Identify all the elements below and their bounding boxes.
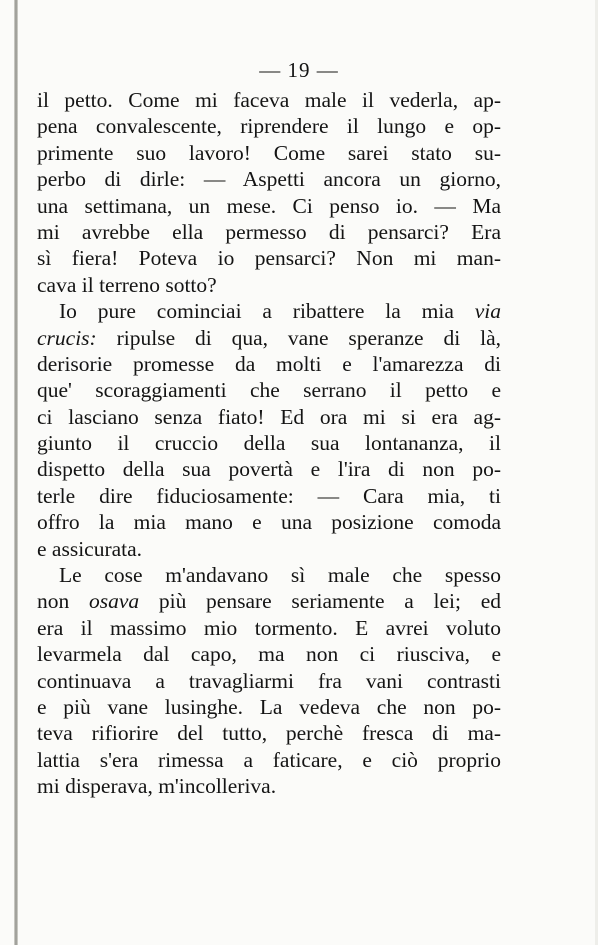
- text-line: e assicurata.: [37, 536, 143, 561]
- text-line: que' scoraggiamenti che serrano il petto e: [37, 378, 501, 403]
- text-line: [37, 588, 501, 614]
- text-line: pena convalescente, riprendere il lungo e op-: [37, 114, 501, 139]
- text-line: era il massimo mio tormento. E avrei voluto: [37, 615, 501, 640]
- binding-edge: [14, 0, 18, 945]
- text-line: [37, 325, 501, 351]
- text-line: sì fiera! Poteva io pensarci? Non mi man-: [37, 246, 501, 271]
- italic-phrase: osava: [88, 589, 140, 614]
- italic-phrase: via: [474, 299, 501, 324]
- text-fragment: più pensare seriamente a lei; ed: [139, 589, 501, 614]
- text-line: dispetto della sua povertà e l'ira di non po-: [37, 457, 501, 482]
- text-line: derisorie promesse da molti e l'amarezza di: [37, 351, 501, 376]
- italic-phrase: crucis:: [37, 325, 97, 350]
- text-line: levarmela dal capo, ma non ci riusciva, e: [37, 642, 501, 667]
- text-line: perbo di dirle: — Aspetti ancora un giorno,: [37, 167, 501, 192]
- text-line: giunto il cruccio della sua lontananza, il: [37, 431, 501, 456]
- text-line: cava il terreno sotto?: [37, 272, 217, 297]
- text-line: lattia s'era rimessa a faticare, e ciò proprio: [37, 747, 501, 772]
- text-line: primente suo lavoro! Come sarei stato su-: [37, 140, 501, 165]
- text-fragment: non: [37, 589, 89, 614]
- text-line: Le cose m'andavano sì male che spesso: [59, 563, 501, 588]
- text-line: il petto. Come mi faceva male il vederla, ap-: [37, 88, 501, 112]
- text-line: [37, 298, 501, 324]
- text-line: una settimana, un mese. Ci penso io. — Ma: [37, 193, 501, 218]
- text-line: terle dire fiduciosamente: — Cara mia, ti: [37, 483, 501, 508]
- text-line: mi avrebbe ella permesso di pensarci? Era: [37, 219, 501, 244]
- text-line: continuava a travagliarmi fra vani contrasti: [37, 668, 501, 693]
- page-number: — 19 —: [259, 58, 339, 82]
- text-line: offro la mia mano e una posizione comoda: [37, 510, 501, 535]
- text-line: e più vane lusinghe. La vedeva che non po-: [37, 694, 501, 719]
- text-fragment: Io pure cominciai a ribattere la mia: [59, 299, 475, 324]
- text-line: mi disperava, m'incolleriva.: [37, 774, 277, 799]
- text-line: teva rifiorire del tutto, perchè fresca di ma-: [37, 721, 501, 746]
- text-fragment: ripulse di qua, vane speranze di là,: [96, 325, 501, 350]
- body-text: [37, 87, 501, 800]
- text-line: ci lasciano senza fiato! Ed ora mi si era ag-: [37, 404, 501, 429]
